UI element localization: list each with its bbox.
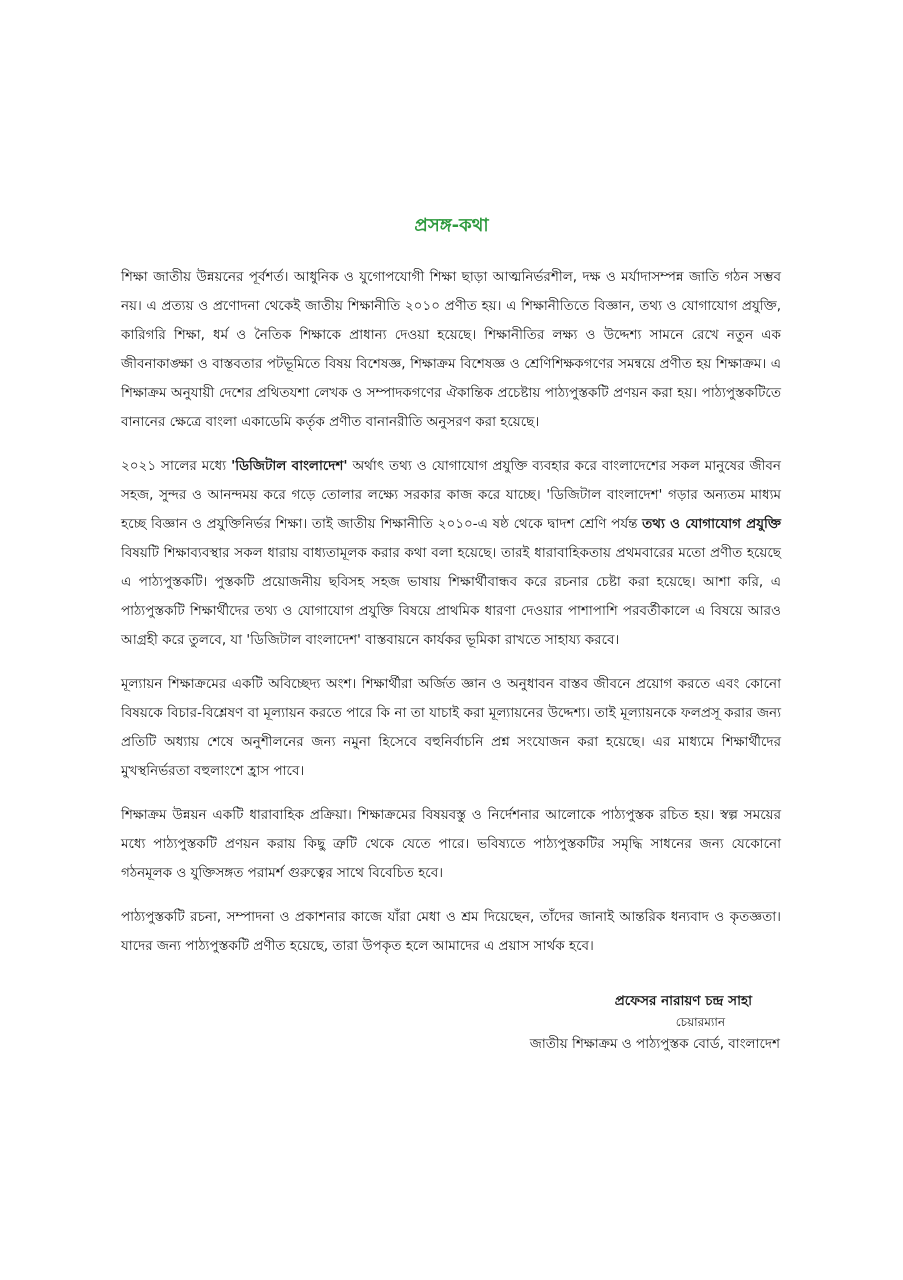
signatory-organization: জাতীয় শিক্ষাক্রম ও পাঠ্যপুস্তক বোর্ড, বাংলাদেশ xyxy=(529,1036,780,1052)
paragraph-2-segment-3: বিষয়টি শিক্ষাব্যবস্থার সকল ধারায় বাধ্যতামূলক করার কথা বলা হয়েছে। তারই ধারাবাহিকতায় প্রথমবারের মতো প্রণীত হয়েছে এ পাঠ্যপুস্তকটি। পুস্তকটি প্রয়োজনীয় ছবিসহ সহজ ভাষায় শিক্ষার্থীবান্ধব করে রচনার চেষ্টা করা হয়েছে। আশা করি, এ পাঠ্যপুস্তকটি শিক্ষার্থীদের তথ্য ও যোগাযোগ প্রযুক্তি বিষয়ে প্রাথমিক ধারণা দেওয়ার পাশাপাশি পরবর্তীকালে এ বিষয়ে আরও আগ্রহী করে তুলবে, যা 'ডিজিটাল বাংলাদেশ' বাস্তবায়নে কার্যকর ভূমিকা রাখতে সাহায্য করবে। xyxy=(121,545,781,648)
page-title: প্রসঙ্গ-কথা xyxy=(414,215,489,236)
emphasis-ict-subject: তথ্য ও যোগাযোগ প্রযুক্তি xyxy=(642,516,781,532)
paragraph-5: পাঠ্যপুস্তকটি রচনা, সম্পাদনা ও প্রকাশনার কাজে যাঁরা মেধা ও শ্রম দিয়েছেন, তাঁদের জানাই আন্তরিক ধন্যবাদ ও কৃতজ্ঞতা। যাদের জন্য পাঠ্যপুস্তকটি প্রণীত হয়েছে, তারা উপকৃত হলে আমাদের এ প্রয়াস সার্থক হবে। xyxy=(121,909,781,954)
paragraph-2-segment-1: ২০২১ সালের মধ্যে xyxy=(121,458,232,474)
paragraph-3: মূল্যায়ন শিক্ষাক্রমের একটি অবিচ্ছেদ্য অংশ। শিক্ষার্থীরা অর্জিত জ্ঞান ও অনুধাবন বাস্তব জীবনে প্রয়োগ করতে এবং কোনো বিষয়কে বিচার-বিশ্লেষণ বা মূল্যায়ন করতে পারে কি না তা যাচাই করা মূল্যায়নের উদ্দেশ্য। তাই মূল্যায়নকে ফলপ্রসূ করার জন্য প্রতিটি অধ্যায় শেষে অনুশীলনের জন্য নমুনা হিসেবে বহুনির্বাচনি প্রশ্ন সংযোজন করা হয়েছে। এর মাধ্যমে শিক্ষার্থীদের মুখস্থনির্ভরতা বহুলাংশে হ্রাস পাবে। xyxy=(121,676,781,779)
signatory-name: প্রফেসর নারায়ণ চন্দ্র সাহা xyxy=(614,993,752,1009)
signature-block xyxy=(460,990,780,1056)
emphasis-digital-bangladesh: 'ডিজিটাল বাংলাদেশ' xyxy=(231,458,348,474)
paragraph-2 xyxy=(121,452,781,655)
paragraph-1: শিক্ষা জাতীয় উন্নয়নের পূর্বশর্ত। আধুনিক ও যুগোপযোগী শিক্ষা ছাড়া আত্মনির্ভরশীল, দক্ষ ও মর্যাদাসম্পন্ন জাতি গঠন সম্ভব নয়। এ প্রত্যয় ও প্রণোদনা থেকেই জাতীয় শিক্ষানীতি ২০১০ প্রণীত হয়। এ শিক্ষানীতিতে বিজ্ঞান, তথ্য ও যোগাযোগ প্রযুক্তি, কারিগরি শিক্ষা, ধর্ম ও নৈতিক শিক্ষাকে প্রাধান্য দেওয়া হয়েছে। শিক্ষানীতির লক্ষ্য ও উদ্দেশ্য সামনে রেখে নতুন এক জীবনাকাঙ্ক্ষা ও বাস্তবতার পটভূমিতে বিষয় বিশেষজ্ঞ, শিক্ষাক্রম বিশেষজ্ঞ ও শ্রেণিশিক্ষকগণের সমন্বয়ে প্রণীত হয় শিক্ষাক্রম। এ শিক্ষাক্রম অনুযায়ী দেশের প্রথিতযশা লেখক ও সম্পাদকগণের ঐকান্তিক প্রচেষ্টায় পাঠ্যপুস্তকটি প্রণয়ন করা হয়। পাঠ্যপুস্তকটিতে বানানের ক্ষেত্রে বাংলা একাডেমি কর্তৃক প্রণীত বানানরীতি অনুসরণ করা হয়েছে। xyxy=(121,269,781,430)
signatory-title: চেয়ারম্যান xyxy=(675,1015,725,1029)
paragraph-2-segment-2: অর্থাৎ তথ্য ও যোগাযোগ প্রযুক্তি ব্যবহার করে বাংলাদেশের সকল মানুষের জীবন সহজ, সুন্দর ও আনন্দময় করে গড়ে তোলার লক্ষ্যে সরকার কাজ করে যাচ্ছে। 'ডিজিটাল বাংলাদেশ' গড়ার অন্যতম মাধ্যম হচ্ছে বিজ্ঞান ও প্রযুক্তিনির্ভর শিক্ষা। তাই জাতীয় শিক্ষানীতি ২০১০-এ ষষ্ঠ থেকে দ্বাদশ শ্রেণি পর্যন্ত xyxy=(121,458,781,532)
paragraph-4: শিক্ষাক্রম উন্নয়ন একটি ধারাবাহিক প্রক্রিয়া। শিক্ষাক্রমের বিষয়বস্তু ও নির্দেশনার আলোকে পাঠ্যপুস্তক রচিত হয়। স্বল্প সময়ের মধ্যে পাঠ্যপুস্তকটি প্রণয়ন করায় কিছু ত্রুটি থেকে যেতে পারে। ভবিষ্যতে পাঠ্যপুস্তকটির সমৃদ্ধি সাধনের জন্য যেকোনো গঠনমূলক ও যুক্তিসঙ্গত পরামর্শ গুরুত্বের সাথে বিবেচিত হবে। xyxy=(121,807,781,881)
preface-body xyxy=(121,263,781,976)
